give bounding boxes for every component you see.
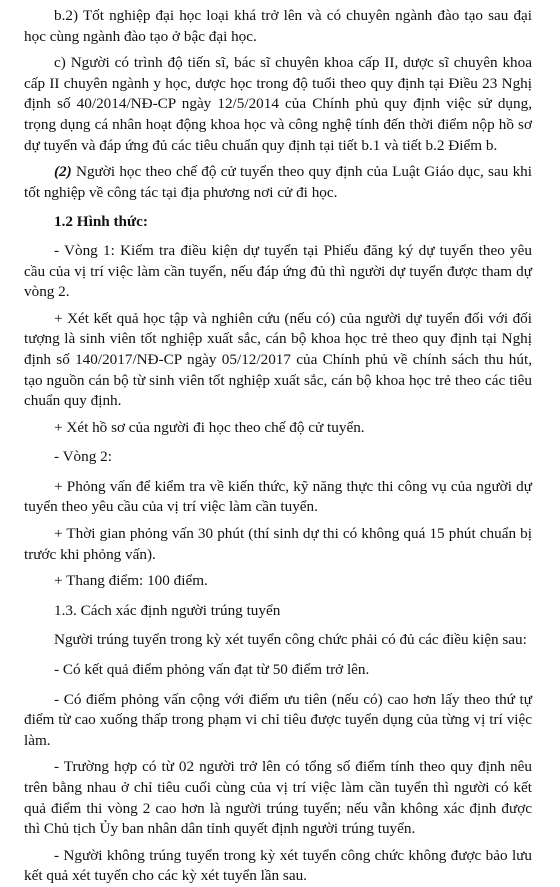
paragraph-ket-qua: - Có kết quả điểm phỏng vấn đạt từ 50 điểm trở lên. xyxy=(54,661,370,679)
paragraph-trung-tuyen: Người trúng tuyển trong kỳ xét tuyển công chức phải có đủ các điều kiện sau: xyxy=(54,631,527,649)
paragraph-b2: b.2) Tốt nghiệp đại học loại khá trở lên và có chuyên ngành đào tạo sau đại học cùng ngành đào tạo ở bậc đại học. xyxy=(24,7,532,45)
paragraph-phong-van: + Phỏng vấn để kiểm tra về kiến thức, kỹ năng thực thi công vụ của người dự tuyển theo yêu cầu của vị trí việc làm cần tuyển. xyxy=(24,477,532,516)
item-2-lead: (2) xyxy=(54,163,72,181)
paragraph-xet-ket-qua: + Xét kết quả học tập và nghiên cứu (nếu có) của người dự tuyển đối với đối tượng là sinh viên tốt nghiệp xuất sắc, cán bộ khoa học trẻ theo quy định tại Nghị định số 140/2017/NĐ-CP ngày 05/12/2017 của Chính phủ về chính sách thu hút, tạo nguồn cán bộ từ sinh viên tốt nghiệp xuất sắc, cán bộ khoa học trẻ theo các tiêu chuẩn quy định. xyxy=(24,309,532,410)
paragraph-diem-cong: - Có điểm phỏng vấn cộng với điểm ưu tiên (nếu có) cao hơn lấy theo thứ tự điểm từ cao xuống thấp trong phạm vi chỉ tiêu được tuyển dụng của từng vị trí việc làm. xyxy=(24,690,532,749)
paragraph-vong-1: - Vòng 1: Kiểm tra điều kiện dự tuyển tại Phiếu đăng ký dự tuyển theo yêu cầu của vị trí việc làm cần tuyển, nếu đáp ứng đủ thì người dự tuyển được tham dự vòng 2. xyxy=(24,241,532,301)
paragraph-khong-trung: - Người không trúng tuyển trong kỳ xét tuyển công chức không được bảo lưu kết quả xét tuyển cho các kỳ xét tuyển lần sau. xyxy=(24,846,532,885)
paragraph-item-2 xyxy=(24,162,532,203)
paragraph-vong-2: - Vòng 2: xyxy=(54,448,112,466)
heading-1-3: 1.3. Cách xác định người trúng tuyển xyxy=(54,601,281,619)
paragraph-thang-diem: + Thang điểm: 100 điểm. xyxy=(54,572,208,590)
paragraph-thoi-gian: + Thời gian phỏng vấn 30 phút (thí sinh dự thi có không quá 15 phút chuẩn bị trước khi phỏng vấn). xyxy=(24,525,532,563)
heading-1-2: 1.2 Hình thức: xyxy=(54,213,148,231)
paragraph-c: c) Người có trình độ tiến sĩ, bác sĩ chuyên khoa cấp II, dược sĩ chuyên khoa cấp II chuyên ngành y học, dược học trong độ tuổi theo quy định tại Điều 23 Nghị định số 40/2014/NĐ-CP ngày 12/5/2014 của Chính phủ quy định việc sử dụng, trọng dụng cá nhân hoạt động khoa học và công nghệ tính đến thời điểm nộp hồ sơ dự tuyển và đáp ứng đủ các tiêu chuẩn quy định tại tiết b.1 và tiết b.2 Điểm b. xyxy=(24,54,532,154)
item-2-text: Người học theo chế độ cử tuyển theo quy định của Luật Giáo dục, sau khi tốt nghiệp về công tác tại địa phương nơi cử đi học. xyxy=(24,163,532,201)
paragraph-xet-ho-so: + Xét hồ sơ của người đi học theo chế độ cử tuyển. xyxy=(54,418,365,436)
paragraph-truong-hop: - Trường hợp có từ 02 người trở lên có tổng số điểm tính theo quy định nêu trên bằng nhau ở chỉ tiêu cuối cùng của vị trí việc làm cần tuyển thì người có kết quả điểm thi vòng 2 cao hơn là người trúng tuyển; nếu vẫn không xác định được thì Chủ tịch Ủy ban nhân dân tỉnh quyết định người trúng tuyển. xyxy=(24,758,532,838)
